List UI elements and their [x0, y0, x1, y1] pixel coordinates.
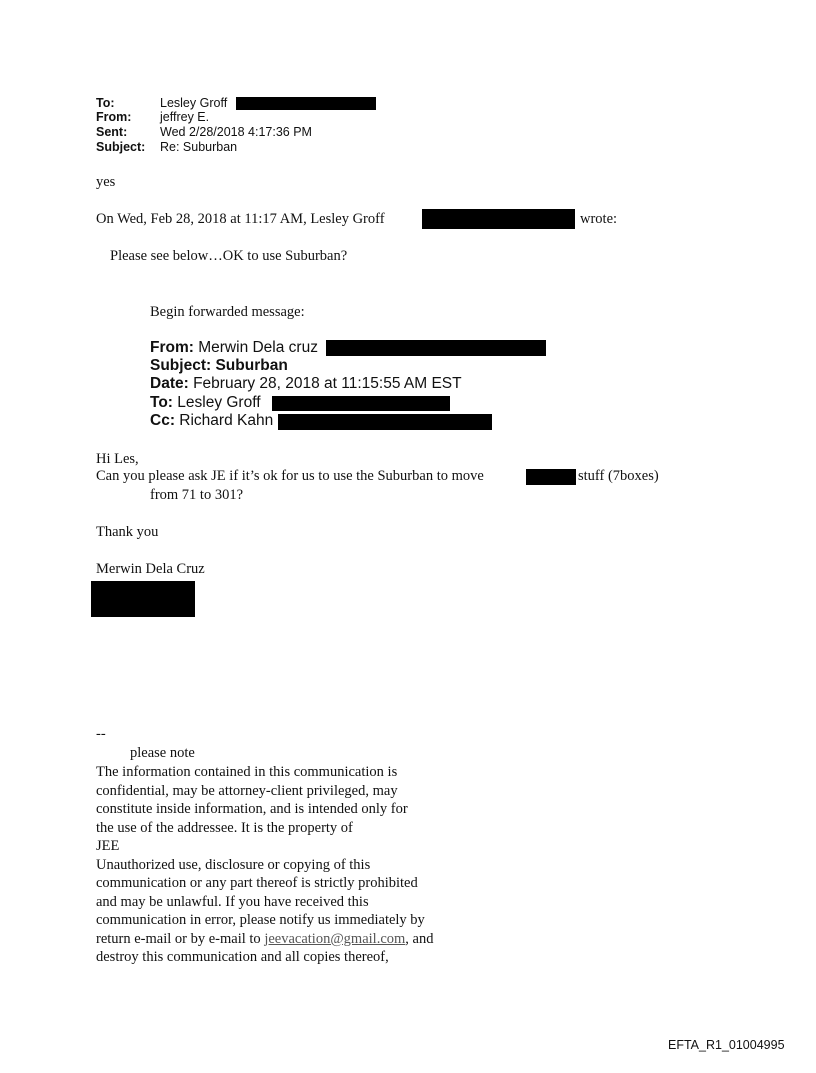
disclaimer-line: The information contained in this communication is [96, 764, 398, 780]
redaction-bar [272, 396, 450, 411]
redaction-bar [526, 469, 576, 485]
disclaimer-link-prefix: return e-mail or by e-mail to [96, 930, 265, 947]
redaction-block [91, 581, 195, 617]
greeting: Hi Les, [96, 451, 139, 467]
from-label: From: [96, 110, 132, 124]
redaction-bar [278, 414, 492, 430]
fwd-subject [150, 357, 288, 375]
disclaimer-line: communication in error, please notify us immediately by [96, 912, 425, 928]
redaction-bar [236, 97, 376, 110]
sent-label: Sent: [96, 125, 128, 139]
fwd-to-value: Lesley Groff [177, 394, 261, 411]
please-note: please note [130, 745, 195, 761]
disclaimer-text [96, 763, 433, 967]
fwd-to [150, 394, 261, 412]
reply-text: yes [96, 174, 116, 190]
body-line-1-end: stuff (7boxes) [578, 468, 659, 484]
fwd-date-value: February 28, 2018 at 11:15:55 AM EST [193, 375, 462, 392]
email-link[interactable]: jeevacation@gmail.com [264, 930, 406, 947]
subject-label: Subject: [96, 140, 146, 154]
disclaimer-line: confidential, may be attorney-client privileged, may [96, 782, 398, 799]
to-value: Lesley Groff [160, 96, 228, 110]
fwd-subject-label: Subject: Suburban [150, 357, 288, 374]
forward-intro: Begin forwarded message: [150, 304, 305, 320]
signature-separator: -- [96, 726, 106, 742]
disclaimer-line-with-link [96, 930, 433, 949]
quote-intro: On Wed, Feb 28, 2018 at 11:17 AM, Lesley Groff [96, 211, 385, 227]
quoted-message: Please see below…OK to use Suburban? [110, 248, 348, 264]
from-value: jeffrey E. [160, 110, 210, 124]
redaction-bar [326, 340, 546, 356]
redaction-bar [422, 209, 575, 229]
disclaimer-link-suffix: , and [405, 930, 434, 947]
subject-value: Re: Suburban [160, 140, 238, 154]
fwd-from [150, 339, 318, 357]
fwd-cc-label: Cc: [150, 412, 175, 429]
fwd-date-label: Date: [150, 375, 189, 392]
disclaimer-line: communication or any part thereof is strictly prohibited [96, 875, 418, 891]
to-label: To: [96, 96, 115, 110]
disclaimer-line: JEE [96, 838, 120, 854]
disclaimer-line: Unauthorized use, disclosure or copying of this [96, 856, 371, 873]
fwd-cc-value: Richard Kahn [179, 412, 274, 429]
quote-intro-wrote: wrote: [580, 211, 618, 227]
signature: Merwin Dela Cruz [96, 561, 205, 577]
thanks: Thank you [96, 524, 159, 540]
body-line-2: from 71 to 301? [150, 487, 244, 503]
fwd-from-value: Merwin Dela cruz [198, 339, 318, 356]
disclaimer-line: constitute inside information, and is intended only for [96, 801, 408, 817]
fwd-date [150, 375, 462, 393]
document-id: EFTA_R1_01004995 [668, 1038, 785, 1052]
body-line-1: Can you please ask JE if it’s ok for us to use the Suburban to move [96, 468, 484, 484]
disclaimer-line: the use of the addressee. It is the property of [96, 819, 353, 836]
fwd-to-label: To: [150, 394, 173, 411]
fwd-from-label: From: [150, 339, 194, 356]
fwd-cc [150, 412, 273, 430]
disclaimer-line: destroy this communication and all copies thereof, [96, 949, 389, 965]
sent-value: Wed 2/28/2018 4:17:36 PM [160, 125, 312, 139]
disclaimer-line: and may be unlawful. If you have received this [96, 893, 369, 910]
